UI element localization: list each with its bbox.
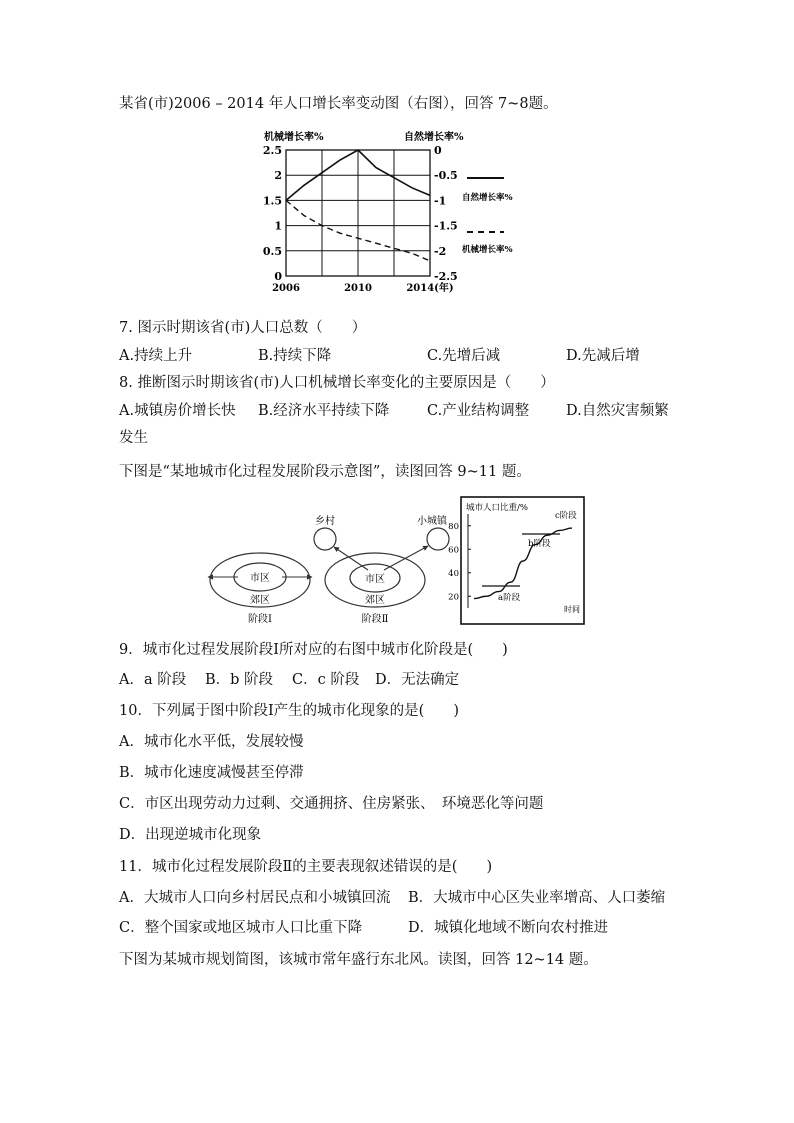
urbanization-curve-chart <box>448 496 586 626</box>
chart2-s-curve <box>474 528 572 599</box>
chart2-x-label: 时间 <box>564 605 580 614</box>
q10-option-d[interactable]: D．出现逆城市化现象 <box>119 827 262 843</box>
q9-option-b[interactable]: B．b 阶段 <box>205 672 274 688</box>
urbanization-stage-diagram <box>200 498 470 628</box>
q9-stem: 9．城市化过程发展阶段Ⅰ所对应的右图中城市化阶段是( ) <box>119 642 508 658</box>
q8-option-b[interactable]: B.经济水平持续下降 <box>258 403 390 419</box>
x-tick-label: 2010 <box>344 283 372 294</box>
right-tick-label: -2.5 <box>434 270 458 283</box>
q7-option-d[interactable]: D.先减后增 <box>566 348 640 364</box>
chart2-y-tick-label: 20 <box>448 592 459 603</box>
town-label: 小城镇 <box>417 516 447 527</box>
arrow-to-village <box>334 547 368 570</box>
right-tick-labels <box>434 144 458 283</box>
left-axis-title: 机械增长率% <box>264 132 324 143</box>
q11-option-d[interactable]: D．城镇化地域不断向农村推进 <box>408 920 609 936</box>
stage1-suburb-label: 郊区 <box>250 595 270 606</box>
q8-option-a[interactable]: A.城镇房价增长快 <box>119 403 236 419</box>
stage2-label: 阶段Ⅱ <box>361 614 389 625</box>
left-tick-label: 1.5 <box>262 194 282 208</box>
q9-option-d[interactable]: D．无法确定 <box>375 672 460 688</box>
stage-c-label: c阶段 <box>555 511 577 521</box>
q10-stem: 10．下列属于图中阶段Ⅰ产生的城市化现象的是( ) <box>119 703 459 719</box>
chart2-y-tick-label: 40 <box>448 568 459 579</box>
stage-a-label: a阶段 <box>498 593 521 603</box>
left-tick-label: 2 <box>274 169 282 183</box>
left-tick-label: 1 <box>274 219 282 233</box>
legend-solid-label: 自然增长率% <box>462 193 513 203</box>
q9-option-a[interactable]: A．a 阶段 <box>119 672 187 688</box>
chart2-y-tick-label: 60 <box>448 545 459 556</box>
arrow-to-town <box>384 546 428 570</box>
x-tick-label: 2006 <box>272 283 300 294</box>
q8-option-c[interactable]: C.产业结构调整 <box>427 403 530 419</box>
chart2-y-tick-label: 80 <box>448 521 459 532</box>
q10-option-b[interactable]: B．城市化速度减慢甚至停滞 <box>119 765 304 781</box>
q9-option-c[interactable]: C．c 阶段 <box>292 672 360 688</box>
right-axis-title: 自然增长率% <box>404 132 464 143</box>
intro-12-14: 下图为某城市规划简图，该城市常年盛行东北风。读图，回答 12~14 题。 <box>119 952 598 968</box>
stage-b-label: b阶段 <box>528 539 551 549</box>
right-tick-label: -1 <box>434 194 447 208</box>
right-tick-label: 0 <box>434 144 442 157</box>
stage2-city-label: 市区 <box>365 574 385 585</box>
q7-option-a[interactable]: A.持续上升 <box>119 348 193 364</box>
town-circle <box>427 528 449 550</box>
growth-rate-chart <box>262 128 552 298</box>
right-tick-label: -2 <box>434 244 447 258</box>
q11-stem: 11．城市化过程发展阶段Ⅱ的主要表现叙述错误的是( ) <box>119 859 493 875</box>
legend-dashed-label: 机械增长率% <box>462 245 513 255</box>
q11-option-b[interactable]: B．大城市中心区失业率增高、人口萎缩 <box>408 890 666 906</box>
stage2-suburb-label: 郊区 <box>365 595 385 606</box>
q11-option-a[interactable]: A．大城市人口向乡村居民点和小城镇回流 <box>119 890 391 906</box>
stage1-label: 阶段Ⅰ <box>248 614 272 625</box>
right-tick-label: -1.5 <box>434 219 458 233</box>
left-tick-label: 0.5 <box>262 244 282 258</box>
chart2-title: 城市人口比重/% <box>466 503 528 513</box>
q10-option-c[interactable]: C．市区出现劳动力过剩、交通拥挤、住房紧张、 环境恶化等问题 <box>119 796 544 812</box>
intro-9-11: 下图是“某地城市化过程发展阶段示意图”，读图回答 9~11 题。 <box>119 464 531 480</box>
q8-stem: 8. 推断图示时期该省(市)人口机械增长率变化的主要原因是（ ） <box>119 375 555 391</box>
q7-option-c[interactable]: C.先增后减 <box>427 348 501 364</box>
grid-lines <box>286 150 430 276</box>
left-tick-label: 2.5 <box>262 144 282 157</box>
x-tick-labels <box>272 281 454 294</box>
intro-7-8: 某省(市)2006 – 2014 年人口增长率变动图（右图），回答 7~8题。 <box>119 96 558 112</box>
village-circle <box>314 528 336 550</box>
q8-option-d-continuation: 发生 <box>119 430 148 446</box>
left-tick-labels <box>263 144 282 283</box>
q10-option-a[interactable]: A．城市化水平低，发展较慢 <box>119 734 304 750</box>
stage1-city-label: 市区 <box>250 573 270 584</box>
q8-option-d[interactable]: D.自然灾害频繁 <box>566 403 669 419</box>
village-label: 乡村 <box>315 516 335 527</box>
q7-option-b[interactable]: B.持续下降 <box>258 348 332 364</box>
q7-stem: 7. 图示时期该省(市)人口总数（ ） <box>119 320 367 336</box>
q11-option-c[interactable]: C．整个国家或地区城市人口比重下降 <box>119 920 363 936</box>
left-tick-label: 0 <box>274 270 282 283</box>
x-tick-label: 2014(年) <box>406 283 454 294</box>
right-tick-label: -0.5 <box>434 169 458 183</box>
